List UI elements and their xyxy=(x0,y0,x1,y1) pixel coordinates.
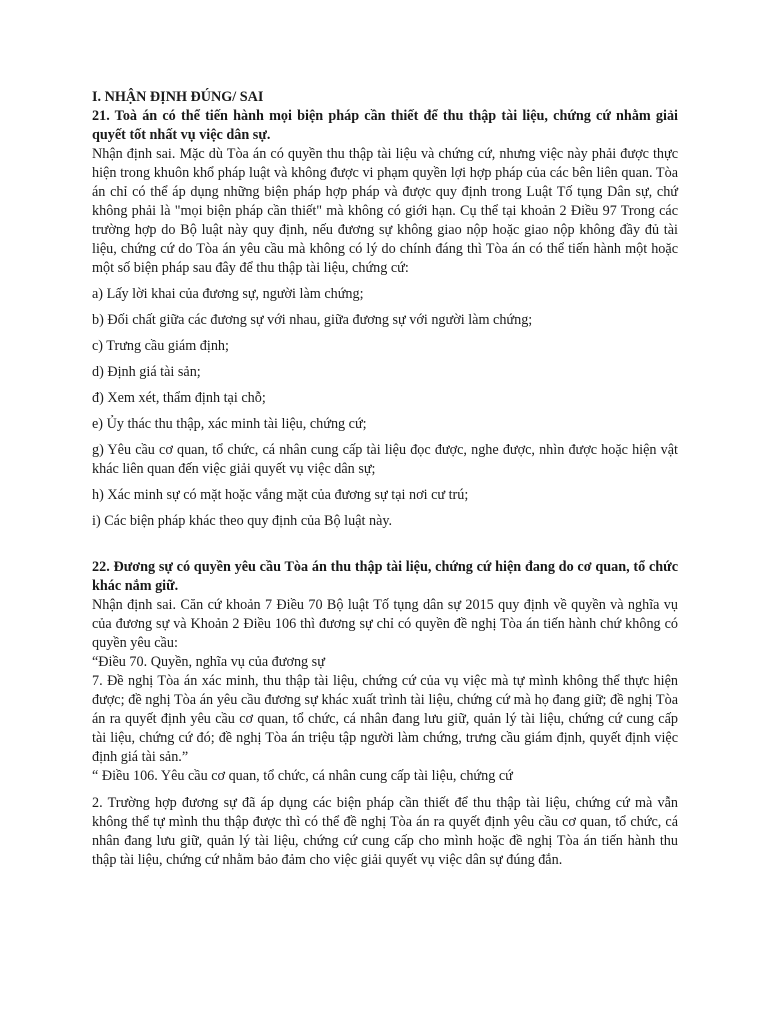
question-22-title: 22. Đương sự có quyền yêu cầu Tòa án thu thập tài liệu, chứng cứ hiện đang do cơ quan, tổ chức khác nắm giữ. xyxy=(92,559,678,594)
section-heading: I. NHẬN ĐỊNH ĐÚNG/ SAI xyxy=(92,89,264,105)
option-b: b) Đối chất giữa các đương sự với nhau, giữa đương sự với người làm chứng; xyxy=(92,312,533,328)
option-dd: đ) Xem xét, thẩm định tại chỗ; xyxy=(92,390,266,406)
option-g: g) Yêu cầu cơ quan, tổ chức, cá nhân cung cấp tài liệu đọc được, nghe được, nhìn được hoặc hiện vật khác liên quan đến việc giải quyết vụ việc dân sự; xyxy=(92,442,678,477)
question-21-answer: Nhận định sai. Mặc dù Tòa án có quyền thu thập tài liệu và chứng cứ, nhưng việc này phải được thực hiện trong khuôn khổ pháp luật và không được vi phạm quyền lợi hợp pháp của các bên liên quan. Tòa án chỉ có thể áp dụng những biện pháp hợp pháp và được quy định trong Luật Tố tụng Dân sự, chứ không phải là "mọi biện pháp cần thiết" mà không có giới hạn. Cụ thể tại khoản 2 Điều 97 Trong các trường hợp do Bộ luật này quy định, nếu đương sự không giao nộp hoặc giao nộp không đầy đủ tài liệu, chứng cứ do Tòa án yêu cầu mà không có lý do chính đáng thì Tòa án có thể tiến hành một hoặc một số biện pháp sau đây để thu thập tài liệu, chứng cứ: xyxy=(92,146,678,276)
article-70-title: “Điều 70. Quyền, nghĩa vụ của đương sự xyxy=(92,654,325,670)
article-70-body: 7. Đề nghị Tòa án xác minh, thu thập tài liệu, chứng cứ của vụ việc mà tự mình không thể thực hiện được; đề nghị Tòa án yêu cầu đương sự khác xuất trình tài liệu, chứng cứ mà họ đang giữ; đề nghị Tòa án ra quyết định yêu cầu cơ quan, tổ chức, cá nhân đang lưu giữ, quản lý tài liệu, chứng cứ cung cấp tài liệu, chứng cứ đó; đề nghị Tòa án triệu tập người làm chứng, trưng cầu giám định, quyết định việc định giá tài sản.” xyxy=(92,673,678,765)
option-a: a) Lấy lời khai của đương sự, người làm chứng; xyxy=(92,286,364,302)
question-21-title: 21. Toà án có thể tiến hành mọi biện pháp cần thiết để thu thập tài liệu, chứng cứ nhằm giải quyết tốt nhất vụ việc dân sự. xyxy=(92,108,678,143)
option-e: e) Ủy thác thu thập, xác minh tài liệu, chứng cứ; xyxy=(92,416,367,432)
article-106-body: 2. Trường hợp đương sự đã áp dụng các biện pháp cần thiết để thu thập tài liệu, chứng cứ mà vẫn không thể tự mình thu thập được thì có thể đề nghị Tòa án ra quyết định yêu cầu cơ quan, tổ chức, cá nhân đang lưu giữ, quản lý tài liệu, chứng cứ cung cấp cho mình hoặc đề nghị Tòa án tiến hành thu thập tài liệu, chứng cứ nhằm bảo đảm cho việc giải quyết vụ việc dân sự đúng đắn. xyxy=(92,795,678,868)
option-h: h) Xác minh sự có mặt hoặc vắng mặt của đương sự tại nơi cư trú; xyxy=(92,487,469,503)
option-c: c) Trưng cầu giám định; xyxy=(92,338,229,354)
question-22-answer: Nhận định sai. Căn cứ khoản 7 Điều 70 Bộ luật Tố tụng dân sự 2015 quy định về quyền và nghĩa vụ của đương sự và Khoản 2 Điều 106 thì đương sự chỉ có quyền đề nghị Tòa án tiến hành chứ không có quyền yêu cầu: xyxy=(92,597,678,651)
section-spacer xyxy=(92,538,678,558)
question-21-options xyxy=(92,285,678,531)
document-page xyxy=(92,88,678,870)
article-106-title: “ Điều 106. Yêu cầu cơ quan, tổ chức, cá nhân cung cấp tài liệu, chứng cứ xyxy=(92,768,513,784)
option-i: i) Các biện pháp khác theo quy định của Bộ luật này. xyxy=(92,513,393,529)
option-d: d) Định giá tài sản; xyxy=(92,364,201,380)
